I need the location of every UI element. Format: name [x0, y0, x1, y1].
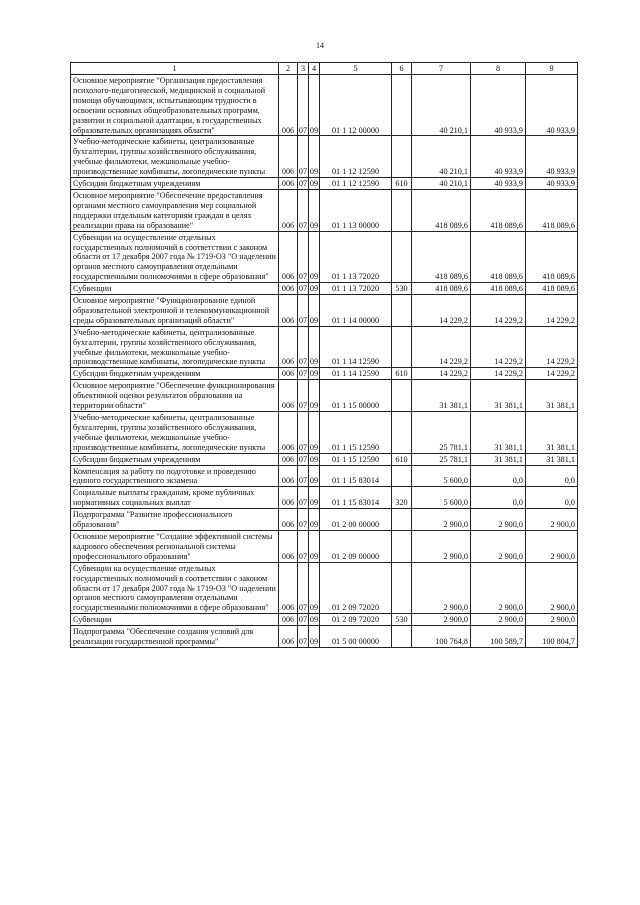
table-row	[71, 562, 578, 614]
column-header: 1	[71, 63, 279, 75]
target-article-code: 01 2 00 00000	[320, 509, 392, 531]
ministry-code: 006	[279, 530, 298, 562]
expense-type-code	[392, 530, 412, 562]
ministry-code: 006	[279, 465, 298, 487]
amount-col-7: 2 900,0	[412, 562, 471, 614]
amount-col-8: 31 381,1	[471, 380, 526, 412]
section-code: 07	[298, 295, 309, 327]
table-row	[71, 530, 578, 562]
amount-col-9: 2 900,0	[526, 562, 578, 614]
subsection-code: 09	[309, 562, 320, 614]
amount-col-9: 2 900,0	[526, 614, 578, 626]
ministry-code: 006	[279, 380, 298, 412]
amount-col-7: 14 229,2	[412, 295, 471, 327]
column-header: 7	[412, 63, 471, 75]
section-code: 07	[298, 465, 309, 487]
amount-col-9: 40 933,9	[526, 75, 578, 136]
table-row	[71, 231, 578, 283]
table-row	[71, 614, 578, 626]
expense-type-code	[392, 380, 412, 412]
row-description: Основное мероприятие "Функционирование единой образовательной электронной и телекоммуникационной среды образовательных организаций области"	[71, 295, 279, 327]
expense-type-code	[392, 136, 412, 178]
expense-type-code: 320	[392, 487, 412, 509]
target-article-code: 01 1 13 00000	[320, 189, 392, 231]
amount-col-8: 14 229,2	[471, 295, 526, 327]
ministry-code: 006	[279, 412, 298, 454]
section-code: 07	[298, 75, 309, 136]
amount-col-8: 2 900,0	[471, 509, 526, 531]
column-header: 9	[526, 63, 578, 75]
amount-col-9: 31 381,1	[526, 412, 578, 454]
table-row	[71, 626, 578, 648]
table-row	[71, 136, 578, 178]
amount-col-7: 40 210,1	[412, 75, 471, 136]
expense-type-code: 530	[392, 283, 412, 295]
row-description: Субвенции	[71, 614, 279, 626]
row-description: Субсидии бюджетным учреждениям	[71, 368, 279, 380]
amount-col-9: 14 229,2	[526, 326, 578, 368]
amount-col-9: 2 900,0	[526, 509, 578, 531]
section-code: 07	[298, 454, 308, 464]
row-description: Учебно-методические кабинеты, централизованные бухгалтерии, группы хозяйственного обслуживания, учебные фильмотеки, межшкольные учебно-производственные комбинаты, логопедические пункты	[71, 136, 279, 178]
expense-type-code	[392, 231, 412, 283]
ministry-code: 006	[279, 626, 298, 648]
amount-col-7: 40 210,1	[412, 178, 471, 190]
section-code: 07	[298, 530, 309, 562]
ministry-code: 006	[279, 136, 298, 178]
expense-type-code: 610	[392, 453, 412, 465]
section-code: 07	[298, 509, 309, 531]
amount-col-8: 418 089,6	[471, 231, 526, 283]
row-description: Основное мероприятие "Организация предоставления психолого-педагогической, медицинской и социальной помощи обучающимся, испытывающим трудности в освоении основных общеобразовательных программ, развитии и социальной адаптации, в государственных образовательных организациях области"	[71, 75, 279, 136]
expense-type-code	[392, 465, 412, 487]
row-description: Основное мероприятие "Обеспечение предоставления органами местного самоуправления мер социальной поддержки отдельным категориям граждан в целях реализации права на образование"	[71, 189, 279, 231]
amount-col-9: 2 900,0	[526, 530, 578, 562]
subsection-code: 09	[309, 465, 320, 487]
subsection-code: 09	[309, 454, 319, 464]
amount-col-9: 0,0	[526, 487, 578, 509]
amount-col-8: 100 589,7	[471, 626, 526, 648]
table-row	[71, 368, 578, 380]
row-description: Субвенции	[71, 283, 279, 295]
amount-col-8: 0,0	[471, 487, 526, 509]
section-code: 07	[298, 412, 309, 454]
table-row	[71, 178, 578, 190]
subsection-code: 09	[309, 530, 320, 562]
expense-type-code	[392, 295, 412, 327]
expense-type-code: 610	[392, 178, 412, 190]
expense-type-code	[392, 75, 412, 136]
table-row	[71, 453, 578, 465]
amount-col-7: 2 900,0	[412, 509, 471, 531]
subsection-code: 09	[309, 509, 320, 531]
target-article-code: 01 1 15 83014	[320, 465, 392, 487]
section-code: 07	[298, 231, 309, 283]
target-article-code: 01 1 15 12590	[320, 453, 392, 465]
target-article-code: 01 1 13 72020	[320, 283, 392, 295]
row-description: Основное мероприятие "Создание эффективной системы кадрового обеспечения региональной системы профессионального образования"	[71, 530, 279, 562]
table-row	[71, 487, 578, 509]
ministry-code: 006	[279, 368, 298, 380]
target-article-code: 01 2 09 00000	[320, 530, 392, 562]
row-description: Субвенции на осуществление отдельных государственных полномочий в соответствии с законом области от 17 декабря 2007 года № 1719-ОЗ "О наделении органов местного самоуправления отдельными государственными полномочиями в сфере образования"	[71, 231, 279, 283]
ministry-code: 006	[279, 509, 298, 531]
amount-col-7: 25 781,1	[412, 412, 471, 454]
ministry-code: 006	[279, 453, 298, 465]
column-header: 8	[471, 63, 526, 75]
amount-col-8: 14 229,2	[471, 368, 526, 380]
target-article-code: 01 1 12 12590	[320, 178, 392, 190]
expense-type-code	[392, 412, 412, 454]
target-article-code: 01 1 15 00000	[320, 380, 392, 412]
section-code: 07	[298, 562, 309, 614]
subsection-code: 09	[309, 284, 319, 294]
ministry-code: 006	[279, 487, 298, 509]
row-description: Субвенции на осуществление отдельных государственных полномочий в соответствии с законом области от 17 декабря 2007 года № 1719-ОЗ "О наделении органов местного самоуправления отдельными государственными полномочиями в сфере образования"	[71, 562, 279, 614]
table-row	[71, 380, 578, 412]
amount-col-7: 418 089,6	[412, 231, 471, 283]
section-code: 07	[298, 626, 309, 648]
row-description: Компенсация за работу по подготовке и проведению единого государственного экзамена	[71, 465, 279, 487]
column-header: 3	[298, 63, 309, 75]
amount-col-9: 31 381,1	[526, 380, 578, 412]
section-code: 07	[298, 615, 308, 625]
subsection-code: 09	[309, 326, 320, 368]
section-code: 07	[298, 284, 308, 294]
target-article-code: 01 1 15 12590	[320, 412, 392, 454]
row-description: Субсидии бюджетным учреждениям	[71, 178, 279, 190]
section-code: 07	[298, 179, 308, 189]
subsection-code: 09	[309, 626, 320, 648]
amount-col-8: 2 900,0	[471, 614, 526, 626]
amount-col-9: 100 804,7	[526, 626, 578, 648]
amount-col-7: 100 764,8	[412, 626, 471, 648]
subsection-code: 09	[309, 380, 320, 412]
amount-col-9: 14 229,2	[526, 368, 578, 380]
row-description: Подпрограмма "Обеспечение создания условий для реализации государственной программы"	[71, 626, 279, 648]
amount-col-8: 31 381,1	[471, 412, 526, 454]
subsection-code: 09	[309, 615, 319, 625]
ministry-code: 006	[279, 326, 298, 368]
subsection-code: 09	[309, 179, 319, 189]
amount-col-9: 0,0	[526, 465, 578, 487]
amount-col-9: 14 229,2	[526, 295, 578, 327]
target-article-code: 01 1 12 12590	[320, 136, 392, 178]
expense-type-code: 530	[392, 614, 412, 626]
page-number: 14	[316, 41, 324, 50]
table-header-row	[71, 63, 578, 75]
target-article-code: 01 5 00 00000	[320, 626, 392, 648]
amount-col-7: 40 210,1	[412, 136, 471, 178]
section-code: 07	[298, 189, 309, 231]
amount-col-8: 31 381,1	[471, 453, 526, 465]
table-row	[71, 75, 578, 136]
target-article-code: 01 1 15 83014	[320, 487, 392, 509]
row-description: Учебно-методические кабинеты, централизованные бухгалтерии, группы хозяйственного обслуживания, учебные фильмотеки, межшкольные учебно-производственные комбинаты, логопедические пункты	[71, 326, 279, 368]
amount-col-9: 418 089,6	[526, 231, 578, 283]
expense-type-code	[392, 509, 412, 531]
row-description: Субсидии бюджетным учреждениям	[71, 453, 279, 465]
amount-col-9: 31 381,1	[526, 453, 578, 465]
target-article-code: 01 2 09 72020	[320, 614, 392, 626]
expense-type-code	[392, 562, 412, 614]
amount-col-8: 2 900,0	[471, 562, 526, 614]
section-code: 07	[298, 136, 309, 178]
table-row	[71, 412, 578, 454]
ministry-code: 006	[279, 189, 298, 231]
subsection-code: 09	[309, 487, 320, 509]
amount-col-9: 40 933,9	[526, 136, 578, 178]
target-article-code: 01 1 12 00000	[320, 75, 392, 136]
amount-col-9: 40 933,9	[526, 178, 578, 190]
ministry-code: 006	[279, 75, 298, 136]
amount-col-7: 14 229,2	[412, 368, 471, 380]
row-description: Социальные выплаты гражданам, кроме публичных нормативных социальных выплат	[71, 487, 279, 509]
section-code: 07	[298, 326, 309, 368]
subsection-code: 09	[309, 189, 320, 231]
amount-col-9: 418 089,6	[526, 283, 578, 295]
expense-type-code	[392, 326, 412, 368]
column-header: 6	[392, 63, 412, 75]
ministry-code: 006	[279, 283, 298, 295]
column-header: 5	[320, 63, 392, 75]
amount-col-7: 5 600,0	[412, 465, 471, 487]
target-article-code: 01 1 14 12590	[320, 326, 392, 368]
column-header: 4	[309, 63, 320, 75]
amount-col-8: 40 933,9	[471, 136, 526, 178]
amount-col-7: 5 600,0	[412, 487, 471, 509]
section-code: 07	[298, 369, 308, 379]
expense-type-code: 610	[392, 368, 412, 380]
subsection-code: 09	[309, 75, 320, 136]
ministry-code: 006	[279, 231, 298, 283]
target-article-code: 01 1 14 00000	[320, 295, 392, 327]
expense-type-code	[392, 626, 412, 648]
amount-col-8: 0,0	[471, 465, 526, 487]
budget-table	[70, 62, 578, 648]
row-description: Основное мероприятие "Обеспечение функционирования объективной оценки результатов образования на территории области"	[71, 380, 279, 412]
amount-col-7: 25 781,1	[412, 453, 471, 465]
amount-col-7: 2 900,0	[412, 530, 471, 562]
amount-col-8: 40 933,9	[471, 178, 526, 190]
amount-col-8: 418 089,6	[471, 283, 526, 295]
section-code: 07	[298, 487, 309, 509]
table-row	[71, 509, 578, 531]
table-row	[71, 189, 578, 231]
target-article-code: 01 2 09 72020	[320, 562, 392, 614]
target-article-code: 01 1 14 12590	[320, 368, 392, 380]
ministry-code: 006	[279, 562, 298, 614]
ministry-code: 006	[279, 295, 298, 327]
subsection-code: 09	[309, 231, 320, 283]
amount-col-7: 418 089,6	[412, 189, 471, 231]
subsection-code: 09	[309, 136, 320, 178]
table-row	[71, 295, 578, 327]
target-article-code: 01 1 13 72020	[320, 231, 392, 283]
amount-col-8: 14 229,2	[471, 326, 526, 368]
table-row	[71, 283, 578, 295]
amount-col-8: 40 933,9	[471, 75, 526, 136]
subsection-code: 09	[309, 369, 319, 379]
amount-col-8: 2 900,0	[471, 530, 526, 562]
ministry-code: 006	[279, 614, 298, 626]
amount-col-7: 418 089,6	[412, 283, 471, 295]
row-description: Учебно-методические кабинеты, централизованные бухгалтерии, группы хозяйственного обслуживания, учебные фильмотеки, межшкольные учебно-производственные комбинаты, логопедические пункты	[71, 412, 279, 454]
column-header: 2	[279, 63, 298, 75]
amount-col-9: 418 089,6	[526, 189, 578, 231]
table-row	[71, 465, 578, 487]
amount-col-7: 31 381,1	[412, 380, 471, 412]
subsection-code: 09	[309, 295, 320, 327]
expense-type-code	[392, 189, 412, 231]
section-code: 07	[298, 380, 309, 412]
amount-col-7: 2 900,0	[412, 614, 471, 626]
amount-col-7: 14 229,2	[412, 326, 471, 368]
subsection-code: 09	[309, 412, 320, 454]
row-description: Подпрограмма "Развитие профессионального образования"	[71, 509, 279, 531]
table-row	[71, 326, 578, 368]
ministry-code: 006	[279, 178, 298, 190]
amount-col-8: 418 089,6	[471, 189, 526, 231]
